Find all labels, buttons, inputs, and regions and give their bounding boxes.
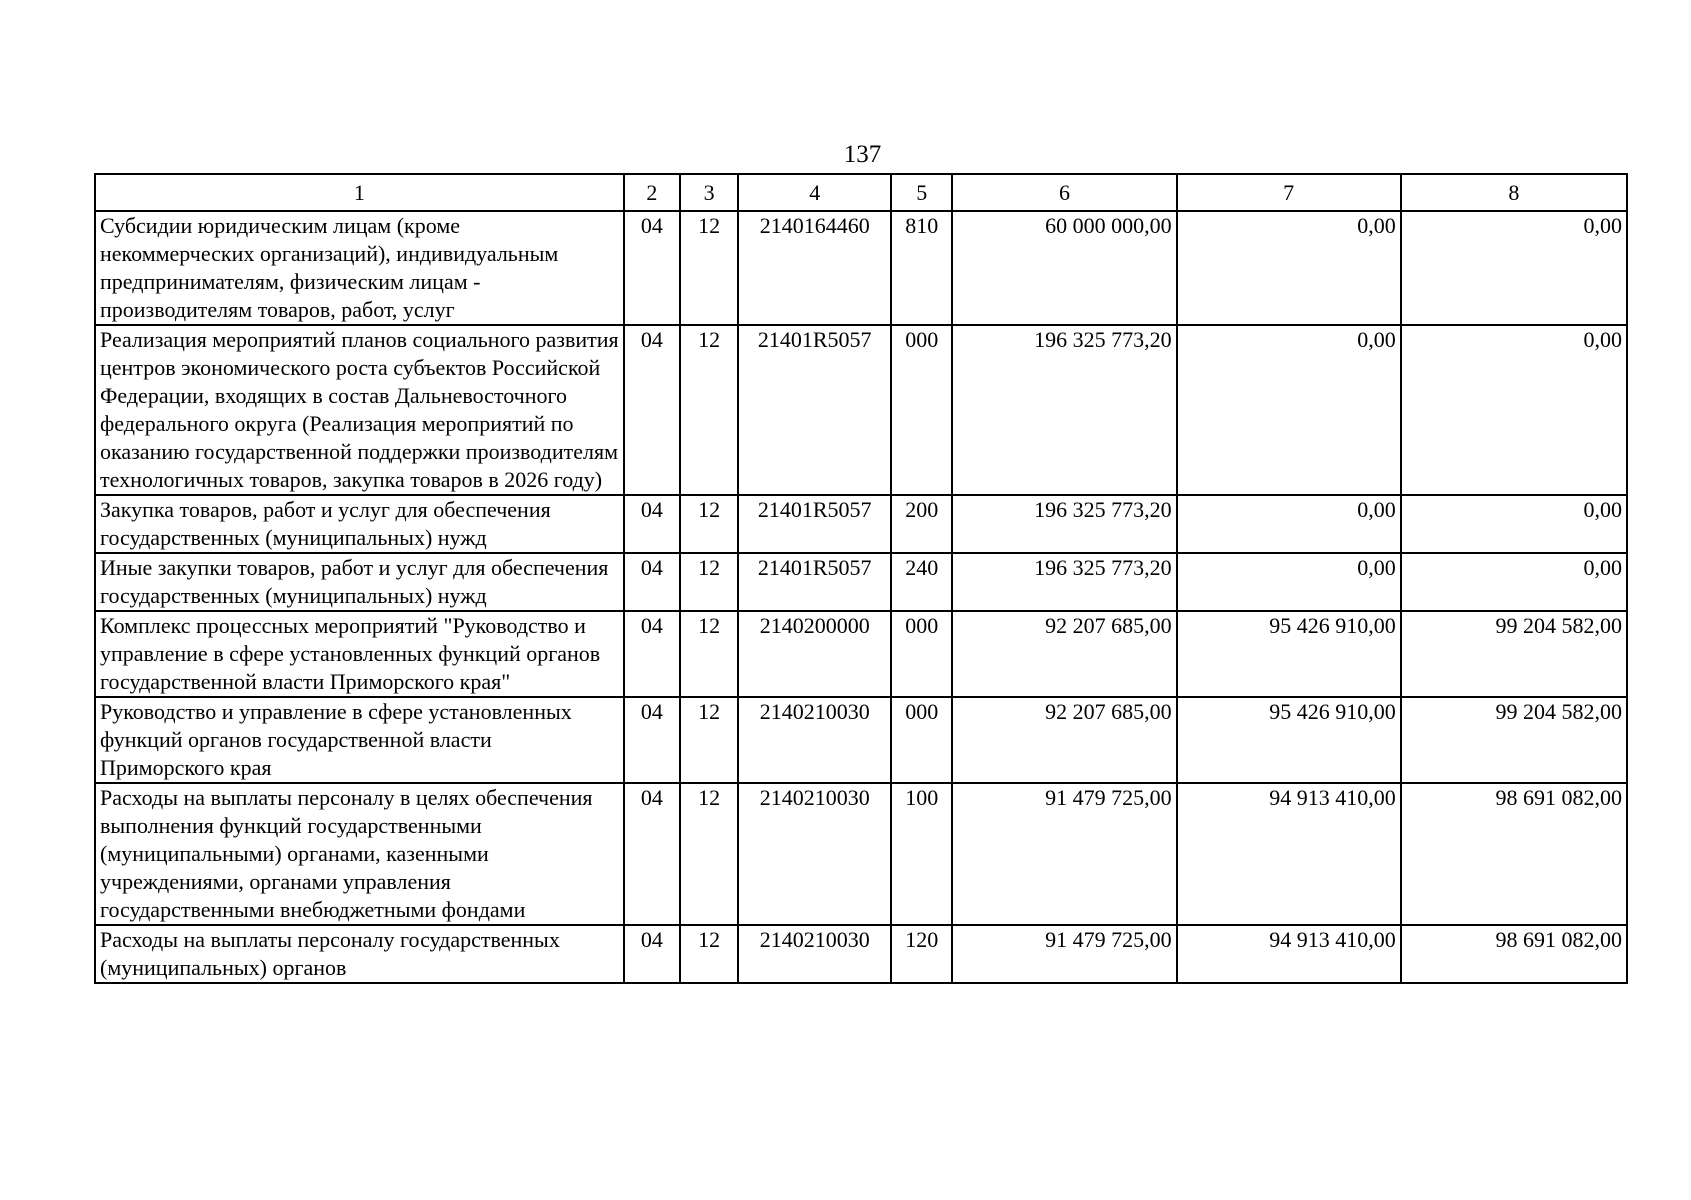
column-header: 1 bbox=[95, 174, 624, 211]
amount-col8: 0,00 bbox=[1401, 211, 1627, 325]
amount-col6: 60 000 000,00 bbox=[952, 211, 1176, 325]
table-row bbox=[95, 325, 1627, 495]
amount-col7: 95 426 910,00 bbox=[1177, 697, 1401, 783]
subsection-code: 12 bbox=[680, 611, 738, 697]
table-row bbox=[95, 553, 1627, 611]
section-code: 04 bbox=[624, 495, 680, 553]
amount-col6: 196 325 773,20 bbox=[952, 553, 1176, 611]
section-code: 04 bbox=[624, 925, 680, 983]
amount-col8: 99 204 582,00 bbox=[1401, 611, 1627, 697]
expense-type-code: 000 bbox=[891, 325, 952, 495]
section-code: 04 bbox=[624, 697, 680, 783]
table-row bbox=[95, 925, 1627, 983]
row-description: Расходы на выплаты персоналу государственных (муниципальных) органов bbox=[95, 925, 624, 983]
section-code: 04 bbox=[624, 325, 680, 495]
row-description: Субсидии юридическим лицам (кроме некоммерческих организаций), индивидуальным предпринимателям, физическим лицам - производителям товаров, работ, услуг bbox=[95, 211, 624, 325]
table-row bbox=[95, 495, 1627, 553]
amount-col6: 196 325 773,20 bbox=[952, 495, 1176, 553]
expense-type-code: 810 bbox=[891, 211, 952, 325]
row-description: Расходы на выплаты персоналу в целях обеспечения выполнения функций государственными (муниципальными) органами, казенными учреждениями, органами управления государственными внебюджетными фондами bbox=[95, 783, 624, 925]
table-row bbox=[95, 697, 1627, 783]
target-article-code: 2140210030 bbox=[738, 925, 891, 983]
amount-col7: 0,00 bbox=[1177, 495, 1401, 553]
table-row bbox=[95, 783, 1627, 925]
page-number: 137 bbox=[843, 141, 882, 168]
target-article-code: 21401R5057 bbox=[738, 325, 891, 495]
subsection-code: 12 bbox=[680, 495, 738, 553]
subsection-code: 12 bbox=[680, 325, 738, 495]
amount-col6: 92 207 685,00 bbox=[952, 697, 1176, 783]
expense-type-code: 120 bbox=[891, 925, 952, 983]
amount-col6: 196 325 773,20 bbox=[952, 325, 1176, 495]
amount-col7: 94 913 410,00 bbox=[1177, 783, 1401, 925]
row-description: Комплекс процессных мероприятий "Руководство и управление в сфере установленных функций органов государственной власти Приморского края" bbox=[95, 611, 624, 697]
amount-col7: 95 426 910,00 bbox=[1177, 611, 1401, 697]
row-description: Иные закупки товаров, работ и услуг для обеспечения государственных (муниципальных) нужд bbox=[95, 553, 624, 611]
subsection-code: 12 bbox=[680, 211, 738, 325]
section-code: 04 bbox=[624, 783, 680, 925]
column-header: 5 bbox=[891, 174, 952, 211]
amount-col7: 94 913 410,00 bbox=[1177, 925, 1401, 983]
column-header: 2 bbox=[624, 174, 680, 211]
expense-type-code: 000 bbox=[891, 697, 952, 783]
target-article-code: 2140210030 bbox=[738, 783, 891, 925]
column-header: 4 bbox=[738, 174, 891, 211]
target-article-code: 21401R5057 bbox=[738, 495, 891, 553]
amount-col6: 92 207 685,00 bbox=[952, 611, 1176, 697]
budget-table bbox=[94, 173, 1628, 984]
amount-col7: 0,00 bbox=[1177, 211, 1401, 325]
expense-type-code: 100 bbox=[891, 783, 952, 925]
target-article-code: 21401R5057 bbox=[738, 553, 891, 611]
section-code: 04 bbox=[624, 553, 680, 611]
row-description: Закупка товаров, работ и услуг для обеспечения государственных (муниципальных) нужд bbox=[95, 495, 624, 553]
row-description: Реализация мероприятий планов социального развития центров экономического роста субъектов Российской Федерации, входящих в состав Дальневосточного федерального округа (Реализация мероприятий по оказанию государственной поддержки производителям технологичных товаров, закупка товаров в 2026 году) bbox=[95, 325, 624, 495]
amount-col7: 0,00 bbox=[1177, 553, 1401, 611]
expense-type-code: 240 bbox=[891, 553, 952, 611]
amount-col8: 98 691 082,00 bbox=[1401, 925, 1627, 983]
subsection-code: 12 bbox=[680, 697, 738, 783]
table-row bbox=[95, 611, 1627, 697]
column-header: 6 bbox=[952, 174, 1176, 211]
section-code: 04 bbox=[624, 611, 680, 697]
expense-type-code: 000 bbox=[891, 611, 952, 697]
subsection-code: 12 bbox=[680, 553, 738, 611]
section-code: 04 bbox=[624, 211, 680, 325]
amount-col6: 91 479 725,00 bbox=[952, 925, 1176, 983]
amount-col8: 0,00 bbox=[1401, 553, 1627, 611]
amount-col6: 91 479 725,00 bbox=[952, 783, 1176, 925]
column-header: 7 bbox=[1177, 174, 1401, 211]
amount-col8: 0,00 bbox=[1401, 495, 1627, 553]
row-description: Руководство и управление в сфере установленных функций органов государственной власти Приморского края bbox=[95, 697, 624, 783]
amount-col8: 98 691 082,00 bbox=[1401, 783, 1627, 925]
target-article-code: 2140210030 bbox=[738, 697, 891, 783]
amount-col8: 99 204 582,00 bbox=[1401, 697, 1627, 783]
expense-type-code: 200 bbox=[891, 495, 952, 553]
column-header: 3 bbox=[680, 174, 738, 211]
table-row bbox=[95, 211, 1627, 325]
amount-col7: 0,00 bbox=[1177, 325, 1401, 495]
target-article-code: 2140164460 bbox=[738, 211, 891, 325]
column-number-row bbox=[95, 174, 1627, 211]
amount-col8: 0,00 bbox=[1401, 325, 1627, 495]
column-header: 8 bbox=[1401, 174, 1627, 211]
target-article-code: 2140200000 bbox=[738, 611, 891, 697]
subsection-code: 12 bbox=[680, 925, 738, 983]
subsection-code: 12 bbox=[680, 783, 738, 925]
